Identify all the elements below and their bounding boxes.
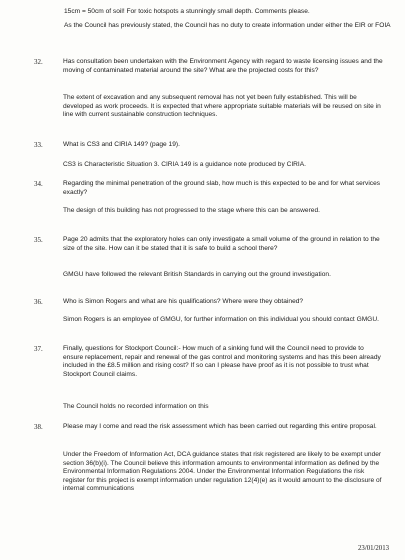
intro-line: 15cm = 50cm of soil! For toxic hotspots a stunningly small depth. Comments please. — [64, 8, 310, 15]
answer-text: CS3 is Characteristic Situation 3. CIRIA 149 is a guidance note produced by CIRIA. — [63, 161, 306, 168]
answer-text: GMGU have followed the relevant British Standards in carrying out the ground investigation. — [63, 271, 331, 278]
intro-block — [64, 8, 394, 30]
question-number: 32. — [34, 58, 43, 66]
question-number: 37. — [34, 345, 43, 353]
answer-text: The design of this building has not progressed to the stage where this can be answered. — [63, 207, 320, 214]
question-text: Please may I come and read the risk assessment which has been carried out regarding this entire proposal. — [63, 423, 377, 430]
question-number: 34. — [34, 180, 43, 188]
answer-text: The Council holds no recorded information on this — [63, 403, 209, 410]
answer-text: Under the Freedom of Information Act, DCA guidance states that risk registered are likely to be exempt under section 36(b)(i). The Council believe this information amounts to environmental information as defined by the Environmental Information Regulations 2004. Under the Environmental Information Regulations the risk register for this project is exempt information under regulation 12(4)(e) as it would amount to the disclosure of internal communications — [63, 451, 382, 493]
question-text: Has consultation been undertaken with the Environment Agency with regard to waste licensing issues and the moving of contaminated material around the site? What are the projected costs for this? — [63, 58, 383, 74]
intro-answer: As the Council has previously stated, the Council has no duty to create information under either the EIR or FOIA — [64, 21, 391, 29]
answer-text: Simon Rogers is an employee of GMGU, for further information on this individual you should contact GMGU. — [63, 316, 379, 323]
question-text: Who is Simon Rogers and what are his qualifications? Where were they obtained? — [63, 298, 304, 305]
page-date: 23/01/2013 — [358, 545, 389, 552]
question-number: 36. — [34, 298, 43, 306]
answer-text: The extent of excavation and any subsequent removal has not yet been fully established. This will be developed as work proceeds. It is expected that where appropriate suitable materials will be reused on site in line with current sustainable construction techniques. — [63, 94, 381, 119]
question-text: Page 20 admits that the exploratory holes can only investigate a small volume of the ground in relation to the size of the site. How can it be stated that it is safe to build a school there? — [63, 236, 380, 252]
question-text: Regarding the minimal penetration of the ground slab, how much is this expected to be and for what services exactly? — [63, 180, 381, 196]
question-number: 38. — [34, 423, 43, 431]
question-text: Finally, questions for Stockport Council:- How much of a sinking fund will the Council need to provide to ensure replacement, repair and renewal of the gas control and monitoring systems and has this been already included in the £8.5 million and rising cost? If so can I please have proof as it is not possible to trust what Stockport Council claims. — [63, 345, 381, 378]
question-text: What is CS3 and CIRIA 149? (page 19). — [63, 141, 180, 148]
question-number: 35. — [34, 236, 43, 244]
question-number: 33. — [34, 141, 43, 149]
